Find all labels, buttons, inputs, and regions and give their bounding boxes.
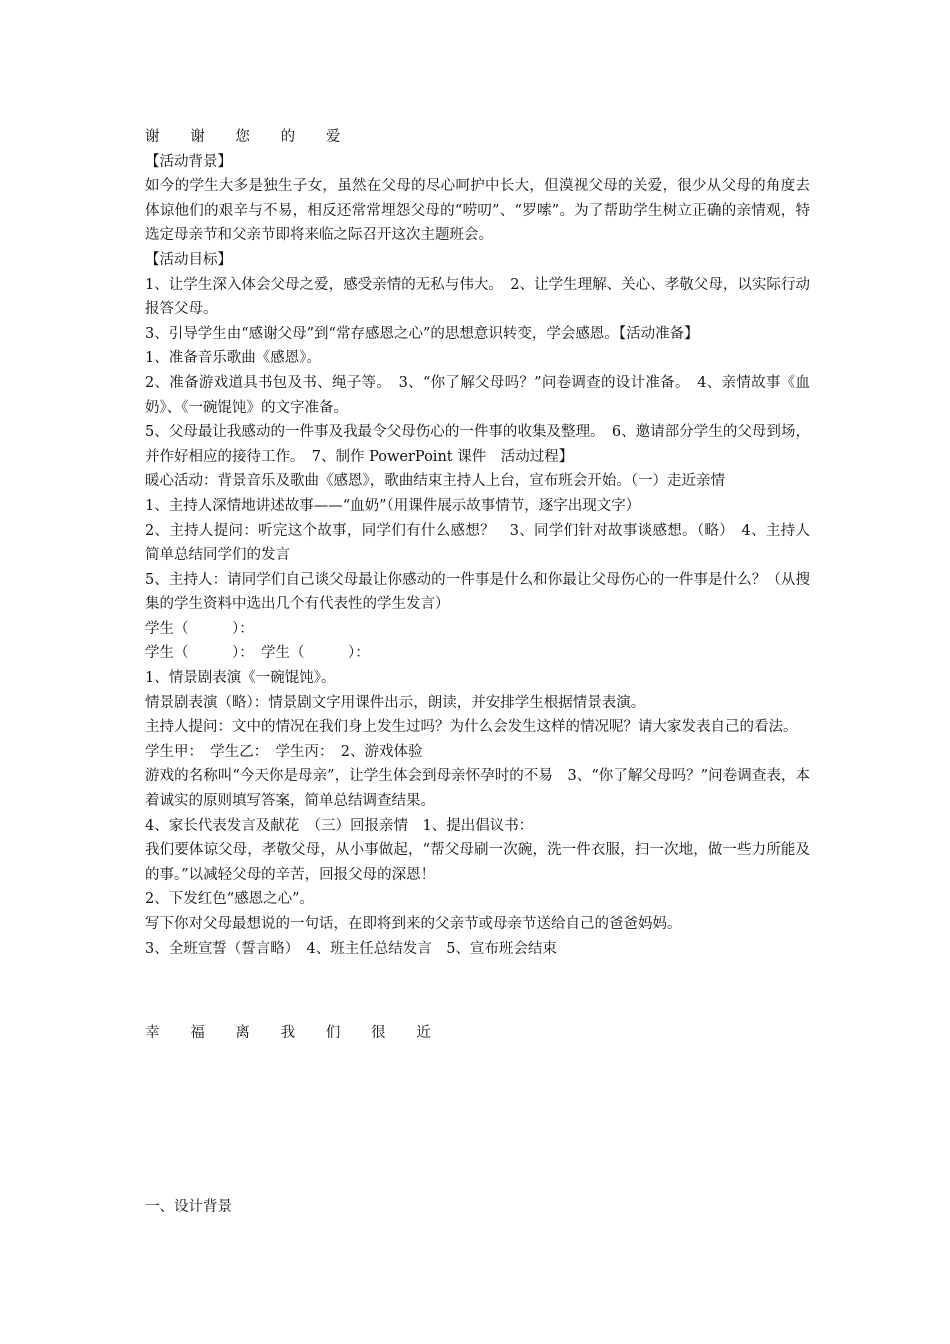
paragraph: 2、下发红色“感恩之心”。 (145, 891, 315, 908)
paragraph: 学生甲： 学生乙： 学生丙： 2、游戏体验 (145, 743, 423, 760)
paragraph: 2、主持人提问：听完这个故事，同学们有什么感想？ 3、同学们针对故事谈感想。（略） 4、主持人简单总结同学们的发言 (145, 522, 810, 564)
paragraph: 学生（ ）： 学生（ ）： (145, 645, 370, 662)
paragraph: 暖心活动：背景音乐及歌曲《感恩》，歌曲结束主持人上台，宣布班会开始。（一）走近亲情 (145, 473, 725, 490)
second-title: 幸 福 离 我 们 很 近 (145, 1025, 444, 1041)
paragraph: 1、主持人深情地讲述故事——“血奶”（用课件展示故事情节，逐字出现文字） (145, 497, 641, 514)
paragraph: 1、情景剧表演《一碗馄饨》。 (145, 670, 336, 687)
paragraph: 如今的学生大多是独生子女，虽然在父母的尽心呵护中长大，但漠视父母的关爱，很少从父母的角度去体谅他们的艰辛与不易，相反还常常埋怨父母的“唠叨”、“罗嗦”。为了帮助学生树立正确的亲情观，特选定母亲节和父亲节即将来临之际召开这次主题班会。 (145, 178, 810, 244)
paragraph: 写下你对父母最想说的一句话，在即将到来的父亲节或母亲节送给自己的爸爸妈妈。 (145, 916, 682, 932)
document-body (145, 125, 810, 961)
paragraph: 3、引导学生由“感谢父母”到“常存感恩之心”的思想意识转变，学会感恩。【活动准备】 (145, 325, 699, 342)
paragraph: 1、让学生深入体会父母之爱，感受亲情的无私与伟大。 2、让学生理解、关心、孝敬父母，以实际行动报答父母。 (145, 276, 810, 318)
paragraph: 【活动背景】 (145, 153, 232, 170)
paragraph: 1、准备音乐歌曲《感恩》。 (145, 350, 321, 367)
paragraph: 我们要体谅父母，孝敬父母，从小事做起，“帮父母刷一次碗，洗一件衣服，扫一次地，做一些力所能及的事。”以减轻父母的辛苦，回报父母的深恩！ (145, 842, 810, 883)
paragraph: 2、准备游戏道具书包及书、绳子等。 3、“你了解父母吗？”问卷调查的设计准备。 4、亲情故事《血奶》、《一碗馄饨》的文字准备。 (145, 374, 810, 416)
paragraph: 情景剧表演（略）：情景剧文字用课件出示，朗读，并安排学生根据情景表演。 (145, 694, 646, 711)
section-heading: 一、设计背景 (145, 1199, 232, 1215)
paragraph: 5、主持人：请同学们自己谈父母最让你感动的一件事是什么和你最让父母伤心的一件事是什么？（从搜集的学生资料中选出几个有代表性的学生发言） (145, 571, 810, 613)
paragraph: 4、家长代表发言及献花 （三）回报亲情 1、提出倡议书： (145, 817, 534, 834)
paragraph: 主持人提问：文中的情况在我们身上发生过吗？为什么会发生这样的情况呢？请大家发表自己的看法。 (145, 719, 798, 736)
paragraph: 【活动目标】 (145, 251, 232, 268)
paragraph: 3、全班宣誓（誓言略） 4、班主任总结发言 5、宣布班会结束 (145, 940, 557, 957)
paragraph: 学生（ ）： (145, 620, 254, 637)
document-title: 谢 谢 您 的 爱 (145, 129, 354, 145)
paragraph: 5、父母最让我感动的一件事及我最令父母伤心的一件事的收集及整理。 6、邀请部分学生的父母到场，并作好相应的接待工作。 7、制作 PowerPoint 课件 活动过程】 (145, 424, 810, 465)
paragraph: 游戏的名称叫“今天你是母亲”，让学生体会到母亲怀孕时的不易 3、“你了解父母吗？”问卷调查表，本着诚实的原则填写答案，简单总结调查结果。 (145, 768, 810, 810)
